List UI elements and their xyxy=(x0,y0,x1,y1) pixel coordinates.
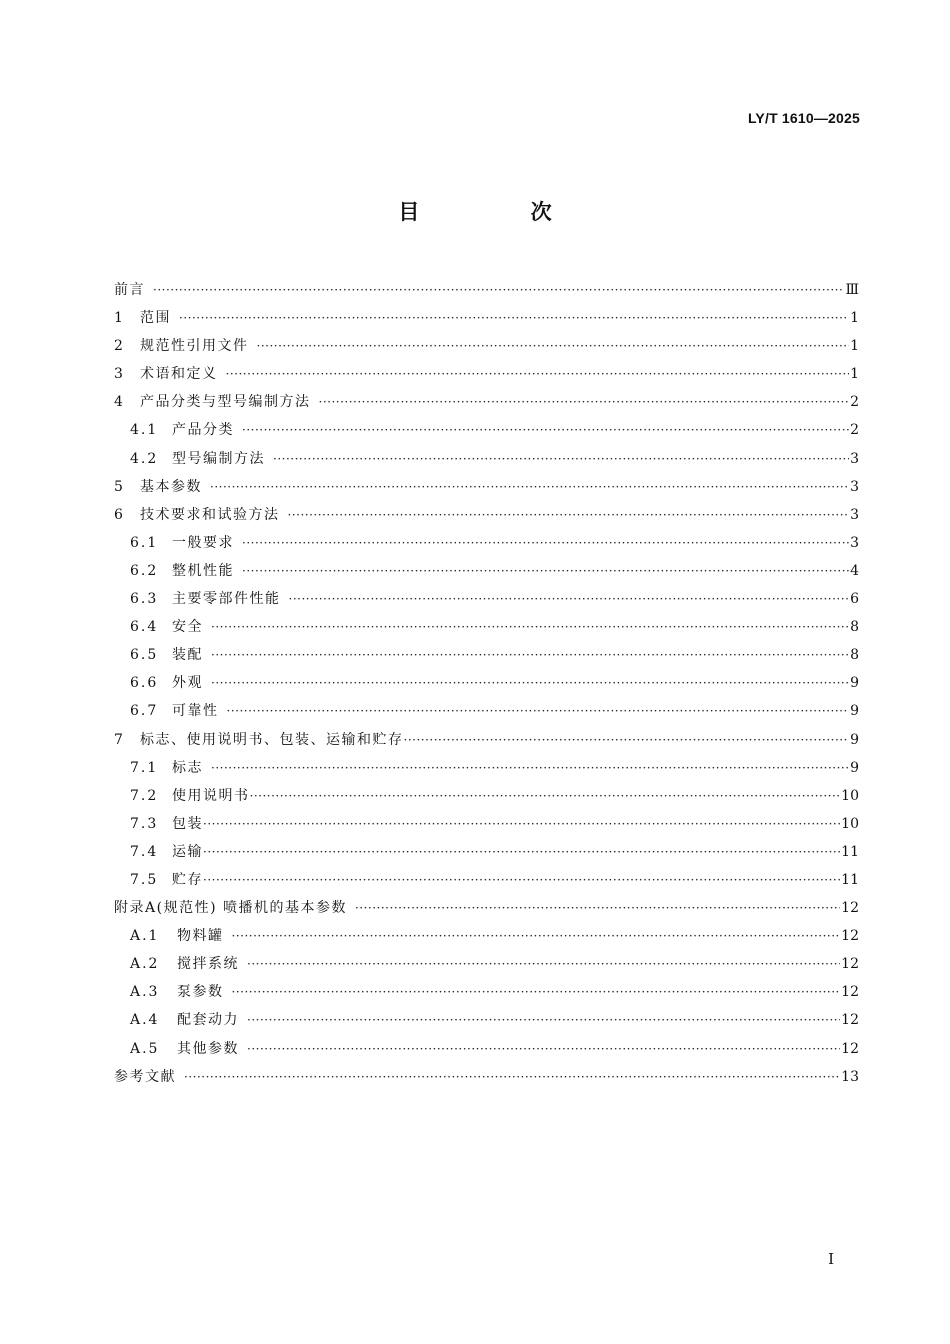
toc-entry-number: 5 xyxy=(114,478,125,495)
toc-entry-title: 基本参数 xyxy=(140,478,202,495)
toc-entry-page: 3 xyxy=(850,450,859,467)
toc-entry-number: 6.1 xyxy=(130,534,159,551)
toc-entry-number: A.2 xyxy=(130,956,160,973)
toc-entry-number: 6.4 xyxy=(130,619,159,636)
toc-entry-title: 技术要求和试验方法 xyxy=(140,506,280,523)
toc-entry-page: 8 xyxy=(850,619,859,636)
page-title: 目 次 xyxy=(398,200,604,224)
toc-entry-number: 6.6 xyxy=(130,675,159,692)
toc-entry-page: 12 xyxy=(841,900,859,917)
toc-entry-page: 12 xyxy=(841,928,859,945)
toc-entry-title: 物料罐 xyxy=(177,928,224,945)
toc-dot-leader xyxy=(179,304,849,332)
toc-entry-page: 11 xyxy=(841,843,859,860)
toc-entry-page: 12 xyxy=(841,1012,859,1029)
toc-dot-leader xyxy=(211,669,849,697)
toc-entry-number: 7.1 xyxy=(130,759,159,776)
toc-dot-leader xyxy=(203,810,840,838)
toc-entry-page: 9 xyxy=(850,759,859,776)
toc-entry[interactable] xyxy=(114,529,859,557)
toc-entry-title: 泵参数 xyxy=(177,984,224,1001)
toc-entry-title: 规范性引用文件 xyxy=(140,338,249,355)
toc-entry-number: A.3 xyxy=(130,984,160,1001)
toc-entry[interactable] xyxy=(114,1035,859,1063)
toc-entry-title: 前言 xyxy=(114,282,145,298)
toc-entry[interactable] xyxy=(114,416,859,444)
toc-entry-title: 产品分类与型号编制方法 xyxy=(140,394,311,411)
toc-entry[interactable] xyxy=(114,613,859,641)
toc-entry[interactable] xyxy=(114,445,859,473)
toc-entry-title: 产品分类 xyxy=(172,422,234,439)
toc-entry[interactable] xyxy=(114,894,859,922)
toc-entry-title: 贮存 xyxy=(172,871,203,888)
toc-entry-title: 参考文献 xyxy=(114,1068,176,1085)
toc-dot-leader xyxy=(242,529,849,557)
toc-dot-leader xyxy=(355,894,840,922)
toc-entry-title: 运输 xyxy=(172,843,203,860)
toc-dot-leader xyxy=(273,445,849,473)
toc-entry[interactable] xyxy=(114,810,859,838)
toc-dot-leader xyxy=(242,416,849,444)
toc-entry-page: 2 xyxy=(850,422,859,439)
toc-entry-number: 6 xyxy=(114,506,125,523)
toc-dot-leader xyxy=(211,754,849,782)
toc-entry[interactable] xyxy=(114,585,859,613)
toc-entry-title: 术语和定义 xyxy=(140,366,218,383)
toc-entry-page: 9 xyxy=(850,731,859,748)
toc-entry-title: 外观 xyxy=(172,675,203,692)
toc-entry-page: 2 xyxy=(850,394,859,411)
toc-entry-page: 4 xyxy=(850,562,859,579)
toc-entry-page: 13 xyxy=(841,1068,859,1085)
toc-dot-leader xyxy=(247,950,840,978)
toc-entry-number: 7.3 xyxy=(130,815,159,832)
toc-entry[interactable] xyxy=(114,697,859,725)
toc-entry-number: 3 xyxy=(114,366,125,383)
toc-entry-page: 3 xyxy=(850,534,859,551)
toc-dot-leader xyxy=(184,1063,840,1091)
toc-dot-leader xyxy=(319,388,850,416)
toc-entry-number: A.1 xyxy=(130,928,160,945)
table-of-contents xyxy=(114,276,859,1091)
toc-dot-leader xyxy=(203,866,840,894)
toc-entry-title: 配套动力 xyxy=(177,1012,239,1029)
toc-entry-number: 7.4 xyxy=(130,843,159,860)
toc-entry-title: 其他参数 xyxy=(177,1040,239,1057)
toc-entry-page: 10 xyxy=(841,787,859,804)
toc-entry-number: 2 xyxy=(114,338,125,355)
toc-entry-page: 9 xyxy=(850,703,859,720)
toc-entry[interactable] xyxy=(114,1006,859,1034)
toc-entry[interactable] xyxy=(114,754,859,782)
toc-dot-leader xyxy=(250,782,841,810)
toc-entry[interactable] xyxy=(114,304,859,332)
toc-entry[interactable] xyxy=(114,557,859,585)
toc-entry-page: 1 xyxy=(850,310,859,327)
toc-entry-page: 3 xyxy=(850,478,859,495)
toc-entry-number: 4.2 xyxy=(130,450,159,467)
toc-dot-leader xyxy=(226,360,850,388)
toc-entry-page: 12 xyxy=(841,1040,859,1057)
toc-entry[interactable] xyxy=(114,332,859,360)
toc-entry-title: 标志 xyxy=(172,759,203,776)
toc-entry[interactable] xyxy=(114,388,859,416)
standard-code: LY/T 1610—2025 xyxy=(747,110,860,126)
toc-entry[interactable] xyxy=(114,838,859,866)
toc-entry[interactable] xyxy=(114,978,859,1006)
toc-dot-leader xyxy=(232,922,841,950)
toc-dot-leader xyxy=(227,697,850,725)
toc-entry-title: 包装 xyxy=(172,815,203,832)
toc-entry-number: 4.1 xyxy=(130,422,159,439)
toc-entry[interactable] xyxy=(114,866,859,894)
toc-entry-title: 安全 xyxy=(172,619,203,636)
toc-dot-leader xyxy=(257,332,850,360)
toc-entry-title: 使用说明书 xyxy=(172,787,250,804)
toc-dot-leader xyxy=(210,473,849,501)
toc-entry-title: 范围 xyxy=(140,310,171,327)
toc-entry[interactable] xyxy=(114,360,859,388)
toc-entry-title: 搅拌系统 xyxy=(177,956,239,973)
toc-entry-title: 主要零部件性能 xyxy=(172,591,281,608)
toc-entry-page: 3 xyxy=(850,506,859,523)
toc-entry-page: 12 xyxy=(841,984,859,1001)
toc-entry-page: Ⅲ xyxy=(845,282,859,298)
toc-entry-page: 11 xyxy=(841,871,859,888)
toc-dot-leader xyxy=(288,501,850,529)
toc-entry-number: 6.5 xyxy=(130,647,159,664)
toc-entry-number: 4 xyxy=(114,394,125,411)
toc-entry-page: 12 xyxy=(841,956,859,973)
toc-dot-leader xyxy=(242,557,849,585)
toc-entry[interactable] xyxy=(114,501,859,529)
toc-entry-title: 装配 xyxy=(172,647,203,664)
toc-entry-page: 1 xyxy=(850,366,859,383)
toc-entry[interactable] xyxy=(114,782,859,810)
toc-entry-number: 7.5 xyxy=(130,871,159,888)
toc-dot-leader xyxy=(404,726,850,754)
toc-entry-title: 型号编制方法 xyxy=(172,450,265,467)
page-number: I xyxy=(828,1250,834,1268)
toc-entry[interactable] xyxy=(114,276,859,304)
toc-dot-leader xyxy=(247,1035,840,1063)
toc-dot-leader xyxy=(247,1006,840,1034)
toc-entry-title: 可靠性 xyxy=(172,703,219,720)
toc-entry-page: 8 xyxy=(850,647,859,664)
toc-entry[interactable] xyxy=(114,473,859,501)
toc-entry-number: A.5 xyxy=(130,1040,160,1057)
toc-dot-leader xyxy=(211,613,849,641)
toc-entry-number: 1 xyxy=(114,310,125,327)
toc-dot-leader xyxy=(289,585,850,613)
toc-dot-leader xyxy=(203,838,840,866)
toc-entry-page: 9 xyxy=(850,675,859,692)
toc-dot-leader xyxy=(211,641,849,669)
toc-entry[interactable] xyxy=(114,726,859,754)
toc-dot-leader xyxy=(232,978,841,1006)
toc-entry-number: 7 xyxy=(114,731,125,748)
toc-entry-page: 1 xyxy=(850,338,859,355)
toc-entry-title: 整机性能 xyxy=(172,562,234,579)
toc-entry-number: 7.2 xyxy=(130,787,159,804)
toc-entry-number: A.4 xyxy=(130,1012,160,1029)
toc-entry-number: 6.7 xyxy=(130,703,159,720)
toc-entry-page: 6 xyxy=(850,591,859,608)
toc-entry-number: 6.2 xyxy=(130,562,159,579)
toc-entry[interactable] xyxy=(114,950,859,978)
toc-entry-title: 附录A(规范性) 喷播机的基本参数 xyxy=(114,900,347,917)
toc-entry-number: 6.3 xyxy=(130,591,159,608)
toc-entry-page: 10 xyxy=(841,815,859,832)
toc-entry[interactable] xyxy=(114,922,859,950)
toc-entry[interactable] xyxy=(114,669,859,697)
toc-entry[interactable] xyxy=(114,641,859,669)
toc-entry[interactable] xyxy=(114,1063,859,1091)
toc-dot-leader xyxy=(153,276,844,304)
toc-entry-title: 标志、使用说明书、包装、运输和贮存 xyxy=(140,731,404,748)
toc-entry-title: 一般要求 xyxy=(172,534,234,551)
